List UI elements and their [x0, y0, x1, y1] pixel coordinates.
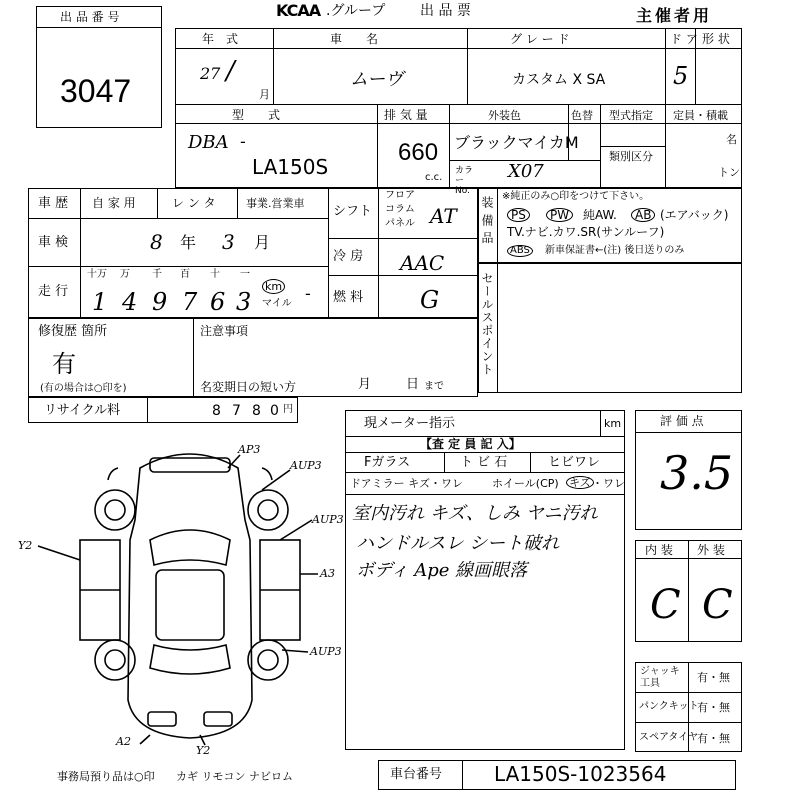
recycle-digit-1: 8	[212, 403, 221, 419]
fuel-label: 燃 料	[333, 290, 364, 305]
recycle-label: リサイクル料	[44, 403, 121, 418]
interior-label: 内 装	[645, 543, 673, 557]
repair-label: 修復歴 箇所	[38, 324, 108, 339]
history-label: 車 歴	[38, 196, 69, 211]
meter-label: 現メーター指示	[364, 416, 456, 431]
overall-score-value: 3.5	[660, 446, 734, 500]
capacity-unit-persons: 名	[726, 133, 737, 146]
wheel-crack: ・ワレ	[592, 477, 625, 490]
inspector-comment-3: ボディ Ape 線画眼落	[356, 560, 528, 581]
glass-front[interactable]: Fガラス	[364, 455, 411, 470]
month-suffix: 月	[259, 88, 270, 101]
lot-number-label: 出 品 番 号	[60, 10, 120, 24]
office-note: 事務局預り品は○印	[57, 770, 155, 783]
equipment-abs[interactable]: ABS	[507, 245, 533, 257]
mirror-row: ドアミラー キズ・ワレ	[350, 477, 463, 490]
inspection-month-unit: 月	[254, 233, 271, 252]
inspection-year-unit: 年	[180, 233, 197, 252]
displacement-value: 660	[398, 139, 439, 166]
equipment-line2: TV.ナビ.カワ.SR(サンルーフ)	[507, 225, 665, 239]
mileage-place-1k: 千	[152, 269, 162, 280]
tool-jack-label: ジャッキ工具	[640, 666, 680, 689]
glass-chip[interactable]: ト ビ 石	[460, 455, 508, 470]
exterior-color-label: 外装色	[488, 109, 521, 122]
aircon-label: 冷 房	[333, 249, 364, 264]
type-spec-label: 型式指定	[609, 109, 653, 122]
damage-mark-left-door: Y2	[18, 539, 33, 552]
door-value: 5	[673, 62, 689, 90]
history-private[interactable]: 自 家 用	[92, 196, 136, 210]
repair-note: (有の場合は○印を)	[40, 383, 127, 394]
interior-score: C	[650, 582, 681, 628]
inspection-label: 車 検	[38, 235, 69, 250]
recycle-unit: 円	[283, 404, 293, 415]
equipment-ps[interactable]: PS	[507, 208, 530, 222]
equipment-note: ※純正のみ○印をつけて下さい。	[502, 191, 650, 202]
chassis-value: LA150S-1023564	[494, 762, 667, 786]
exterior-color-value: ブラックマイカM	[454, 133, 579, 152]
year-slash: /	[226, 56, 235, 86]
wheel-scratch-marked: キズ	[566, 476, 594, 489]
mileage-digit-3: 9	[152, 288, 168, 316]
aircon-value: AAC	[400, 251, 445, 275]
damage-mark-right-fender: AUP3	[312, 513, 344, 526]
shift-option-panel[interactable]: パネル	[385, 218, 415, 229]
equipment-label: 装 備 品	[480, 196, 494, 245]
damage-mark-right-door: A3	[320, 567, 335, 580]
equipment-alloy[interactable]: 純AW.	[583, 208, 617, 222]
short-expiry-label: 名変期日の短い方	[200, 380, 297, 394]
damage-mark-rear-right: AUP3	[310, 645, 342, 658]
tool-puncture-label: パンクキット	[639, 701, 699, 712]
overall-score-label: 評 価 点	[660, 414, 704, 428]
capacity-label: 定員・積載	[673, 109, 728, 122]
sales-point-label: セールスポイント	[480, 272, 494, 376]
expiry-month: 月	[358, 377, 372, 392]
damage-mark-rear-left: A2	[116, 735, 131, 748]
mileage-place-1: 一	[240, 269, 250, 280]
class-label: 類別区分	[609, 150, 653, 163]
inspector-comment-1: 室内汚れ キズ、しみ ヤニ汚れ	[352, 503, 598, 524]
model-dash: -	[240, 132, 246, 151]
glass-crack[interactable]: ヒビワレ	[548, 455, 601, 470]
inspection-year: 8	[150, 230, 163, 254]
car-name-label: 車 名	[330, 32, 379, 46]
mileage-digit-4: 7	[182, 288, 198, 316]
capacity-unit-tons: トン	[718, 166, 740, 179]
tool-jack-value[interactable]: 有・無	[697, 671, 730, 684]
mileage-place-10k: 万	[120, 269, 130, 280]
group-label: .グループ	[326, 3, 386, 19]
displacement-label: 排 気 量	[384, 108, 428, 122]
color-code-label: カラー No.	[455, 166, 474, 196]
lot-number: 3047	[60, 73, 132, 109]
meter-unit: km	[604, 417, 622, 430]
damage-mark-rear-center: Y2	[196, 744, 211, 757]
inspector-section-label: 【査 定 員 記 入】	[420, 437, 521, 451]
expiry-until: まで	[424, 381, 444, 392]
chassis-label: 車台番号	[390, 767, 443, 782]
damage-mark-front: AP3	[238, 443, 261, 456]
repair-value: 有	[52, 350, 76, 378]
brand-logo: KCAA	[276, 1, 321, 20]
model-prefix: DBA	[188, 132, 229, 153]
mileage-place-10: 十	[210, 269, 220, 280]
recycle-digit-2: 7	[232, 403, 241, 419]
office-items: カギ リモコン ナビロム	[176, 770, 293, 783]
shift-option-column[interactable]: コラム	[385, 204, 415, 215]
grade-value: カスタム X SA	[512, 72, 606, 88]
mileage-place-100: 百	[180, 269, 190, 280]
model-value: LA150S	[252, 155, 329, 179]
year-value: 27	[200, 64, 221, 83]
notes-label: 注意事項	[200, 324, 249, 338]
inspection-month: 3	[222, 230, 235, 254]
expiry-day: 日	[406, 377, 420, 392]
recycle-digit-3: 8	[252, 403, 261, 419]
shift-value: AT	[430, 204, 457, 228]
color-code-value: X07	[508, 161, 544, 182]
mileage-unit-km: km	[262, 279, 285, 294]
mileage-unit-mile: マイル	[262, 298, 292, 309]
history-rental[interactable]: レ ン タ	[172, 196, 216, 210]
mileage-place-100k: 十万	[87, 269, 107, 280]
mileage-digit-6: 3	[236, 288, 252, 316]
exterior-score: C	[702, 582, 733, 628]
tool-spare-label: スペアタイヤ	[639, 732, 699, 743]
history-commercial[interactable]: 事業.営業車	[246, 197, 305, 210]
exterior-label: 外 装	[697, 543, 725, 557]
equipment-ab[interactable]: AB	[631, 208, 655, 222]
tool-spare-value[interactable]: 有・無	[697, 732, 730, 745]
damage-mark-front-right: AUP3	[290, 459, 322, 472]
mileage-label: 走 行	[38, 284, 69, 299]
car-name-value: ムーヴ	[350, 69, 404, 90]
equipment-pw[interactable]: PW	[546, 208, 573, 222]
model-label: 型 式	[232, 108, 281, 122]
tool-puncture-value[interactable]: 有・無	[697, 701, 730, 714]
mileage-digit-5: 6	[210, 288, 226, 316]
recycle-digit-4: 0	[270, 403, 279, 419]
door-label: ド ア	[670, 32, 698, 46]
shift-label: シフト	[333, 204, 373, 219]
mileage-unit-dash: -	[305, 284, 311, 303]
equipment-ab-note: (エアバック)	[660, 208, 729, 222]
shift-option-floor[interactable]: フロア	[385, 190, 415, 201]
grade-label: グ レ ー ド	[510, 32, 570, 46]
mileage-digit-1: 1	[92, 288, 108, 316]
wheel-row: ホイール(CP)	[492, 477, 559, 490]
organizer-label: 主催者用	[636, 6, 713, 25]
fuel-value: G	[420, 286, 440, 314]
mileage-digit-2: 4	[122, 288, 138, 316]
inspector-comment-2: ハンドルスレ シート破れ	[356, 533, 560, 554]
document-title: 出 品 票	[420, 3, 471, 19]
year-label: 年 式	[202, 32, 239, 46]
equipment-warranty: 新車保証書←(注) 後日送りのみ	[545, 245, 685, 256]
shape-label: 形 状	[702, 32, 730, 46]
color-swap-label: 色替	[571, 109, 593, 122]
displacement-unit: c.c.	[425, 172, 443, 183]
